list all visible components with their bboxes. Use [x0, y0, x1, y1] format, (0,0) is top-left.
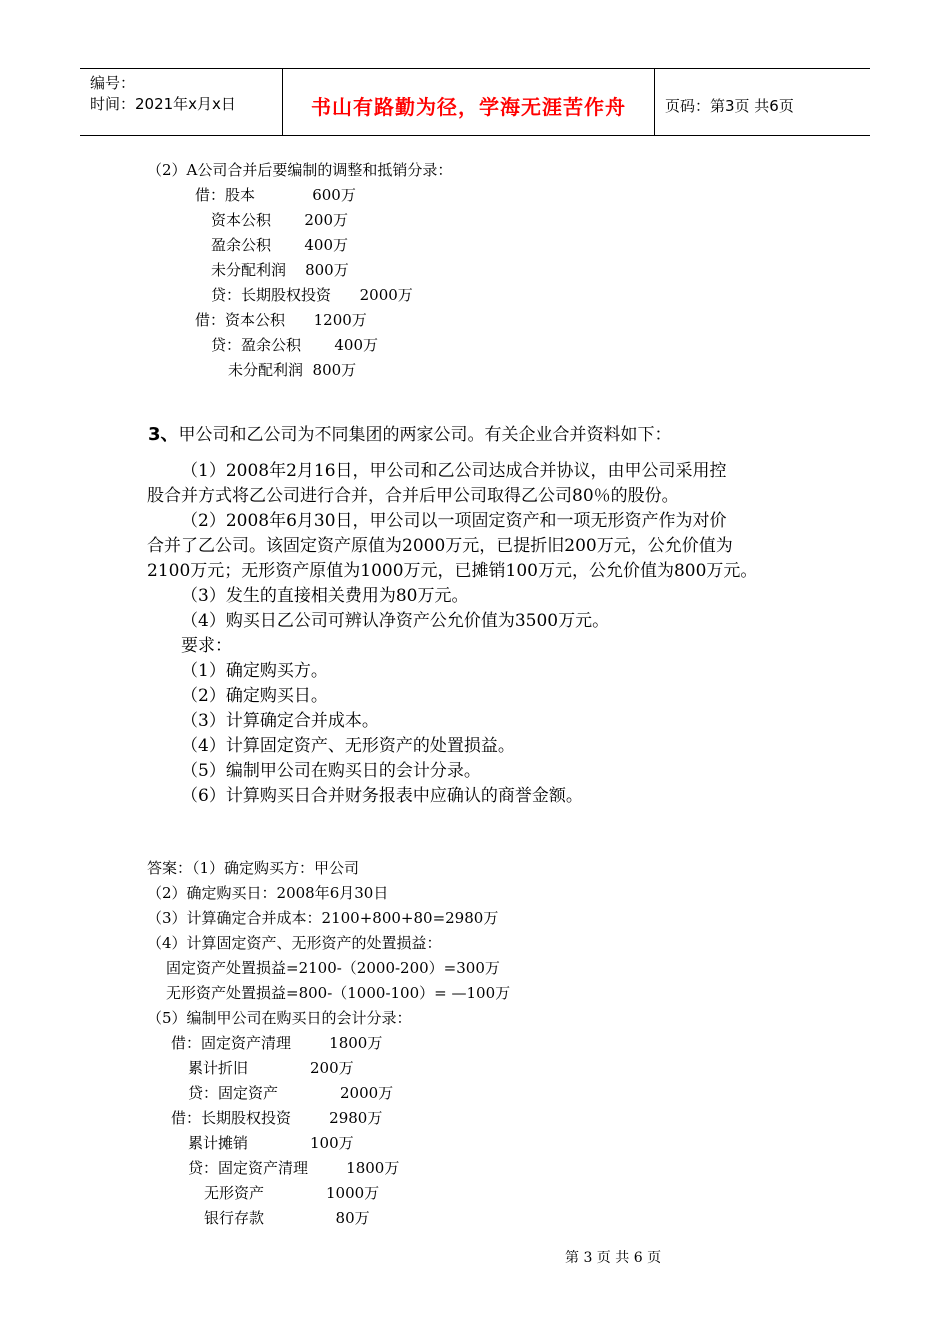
question-paragraph: （2）2008年6月30日，甲公司以一项固定资产和一项无形资产作为对价 [181, 511, 727, 531]
question-paragraph: 2100万元；无形资产原值为1000万元，已摊销100万元，公允价值为800万元。 [147, 561, 758, 581]
question3-heading [148, 423, 672, 447]
entry-line: 贷：盈余公积 400万 [211, 336, 379, 354]
question-paragraph: 股合并方式将乙公司进行合并，合并后甲公司取得乙公司80％的股份。 [147, 486, 679, 506]
requirement-item: （1）确定购买方。 [181, 661, 328, 681]
entry-line: 未分配利润 800万 [228, 361, 357, 379]
answer-line: 答案：（1）确定购买方：甲公司 [147, 859, 360, 877]
answer-line: （4）计算固定资产、无形资产的处置损益： [147, 934, 442, 952]
answer-line: 累计折旧 200万 [188, 1059, 354, 1077]
entry-line: 借：股本 600万 [195, 186, 356, 204]
header-motto-cell [283, 69, 655, 135]
page-info: 页码：第3页 共6页 [665, 97, 794, 115]
page-footer: 第 3 页 共 6 页 [565, 1250, 662, 1266]
motto: 书山有路勤为径，学海无涯苦作舟 [311, 95, 626, 119]
question-intro: 甲公司和乙公司为不同集团的两家公司。有关企业合并资料如下： [178, 425, 672, 445]
question-paragraph: （3）发生的直接相关费用为80万元。 [181, 586, 469, 606]
answer-line: 无形资产 1000万 [204, 1184, 380, 1202]
question-paragraph: （4）购买日乙公司可辨认净资产公允价值为3500万元。 [181, 611, 610, 631]
answer-line: 贷：固定资产 2000万 [188, 1084, 394, 1102]
answer-line: 累计摊销 100万 [188, 1134, 354, 1152]
answer-line: 贷：固定资产清理 1800万 [188, 1159, 400, 1177]
answer-line: 银行存款 80万 [204, 1209, 370, 1227]
requirement-item: （2）确定购买日。 [181, 686, 328, 706]
answer-line: （5）编制甲公司在购买日的会计分录： [147, 1009, 412, 1027]
entry-line: 盈余公积 400万 [211, 236, 349, 254]
answer-line: （3）计算确定合并成本：2100+800+80=2980万 [147, 909, 499, 927]
question-number: 3、 [148, 424, 179, 445]
answer-line: 借：固定资产清理 1800万 [171, 1034, 383, 1052]
header-meta [80, 69, 283, 135]
answer-line: 无形资产处置损益=800-（1000-100）= —100万 [166, 984, 511, 1002]
entry-line: 资本公积 200万 [211, 211, 349, 229]
requirement-item: （6）计算购买日合并财务报表中应确认的商誉金额。 [181, 786, 583, 806]
section2-title: （2）A公司合并后要编制的调整和抵销分录： [147, 161, 453, 179]
entry-line: 借：资本公积 1200万 [195, 311, 367, 329]
answer-line: 借：长期股权投资 2980万 [171, 1109, 383, 1127]
answer-line: （2）确定购买日：2008年6月30日 [147, 884, 389, 902]
question-paragraph: 合并了乙公司。该固定资产原值为2000万元，已提折旧200万元，公允价值为 [147, 536, 733, 556]
entry-line: 未分配利润 800万 [211, 261, 349, 279]
number-label: 编号： [90, 74, 136, 92]
question-paragraph: （1）2008年2月16日，甲公司和乙公司达成合并协议，由甲公司采用控 [181, 461, 727, 481]
page-header [80, 68, 870, 136]
answer-line: 固定资产处置损益=2100-（2000-200）=300万 [166, 959, 500, 977]
entry-line: 贷：长期股权投资 2000万 [211, 286, 413, 304]
requirements-label: 要求： [181, 636, 232, 656]
requirement-item: （4）计算固定资产、无形资产的处置损益。 [181, 736, 515, 756]
requirement-item: （5）编制甲公司在购买日的会计分录。 [181, 761, 481, 781]
requirement-item: （3）计算确定合并成本。 [181, 711, 379, 731]
time-label: 时间：2021年x月x日 [90, 95, 236, 113]
